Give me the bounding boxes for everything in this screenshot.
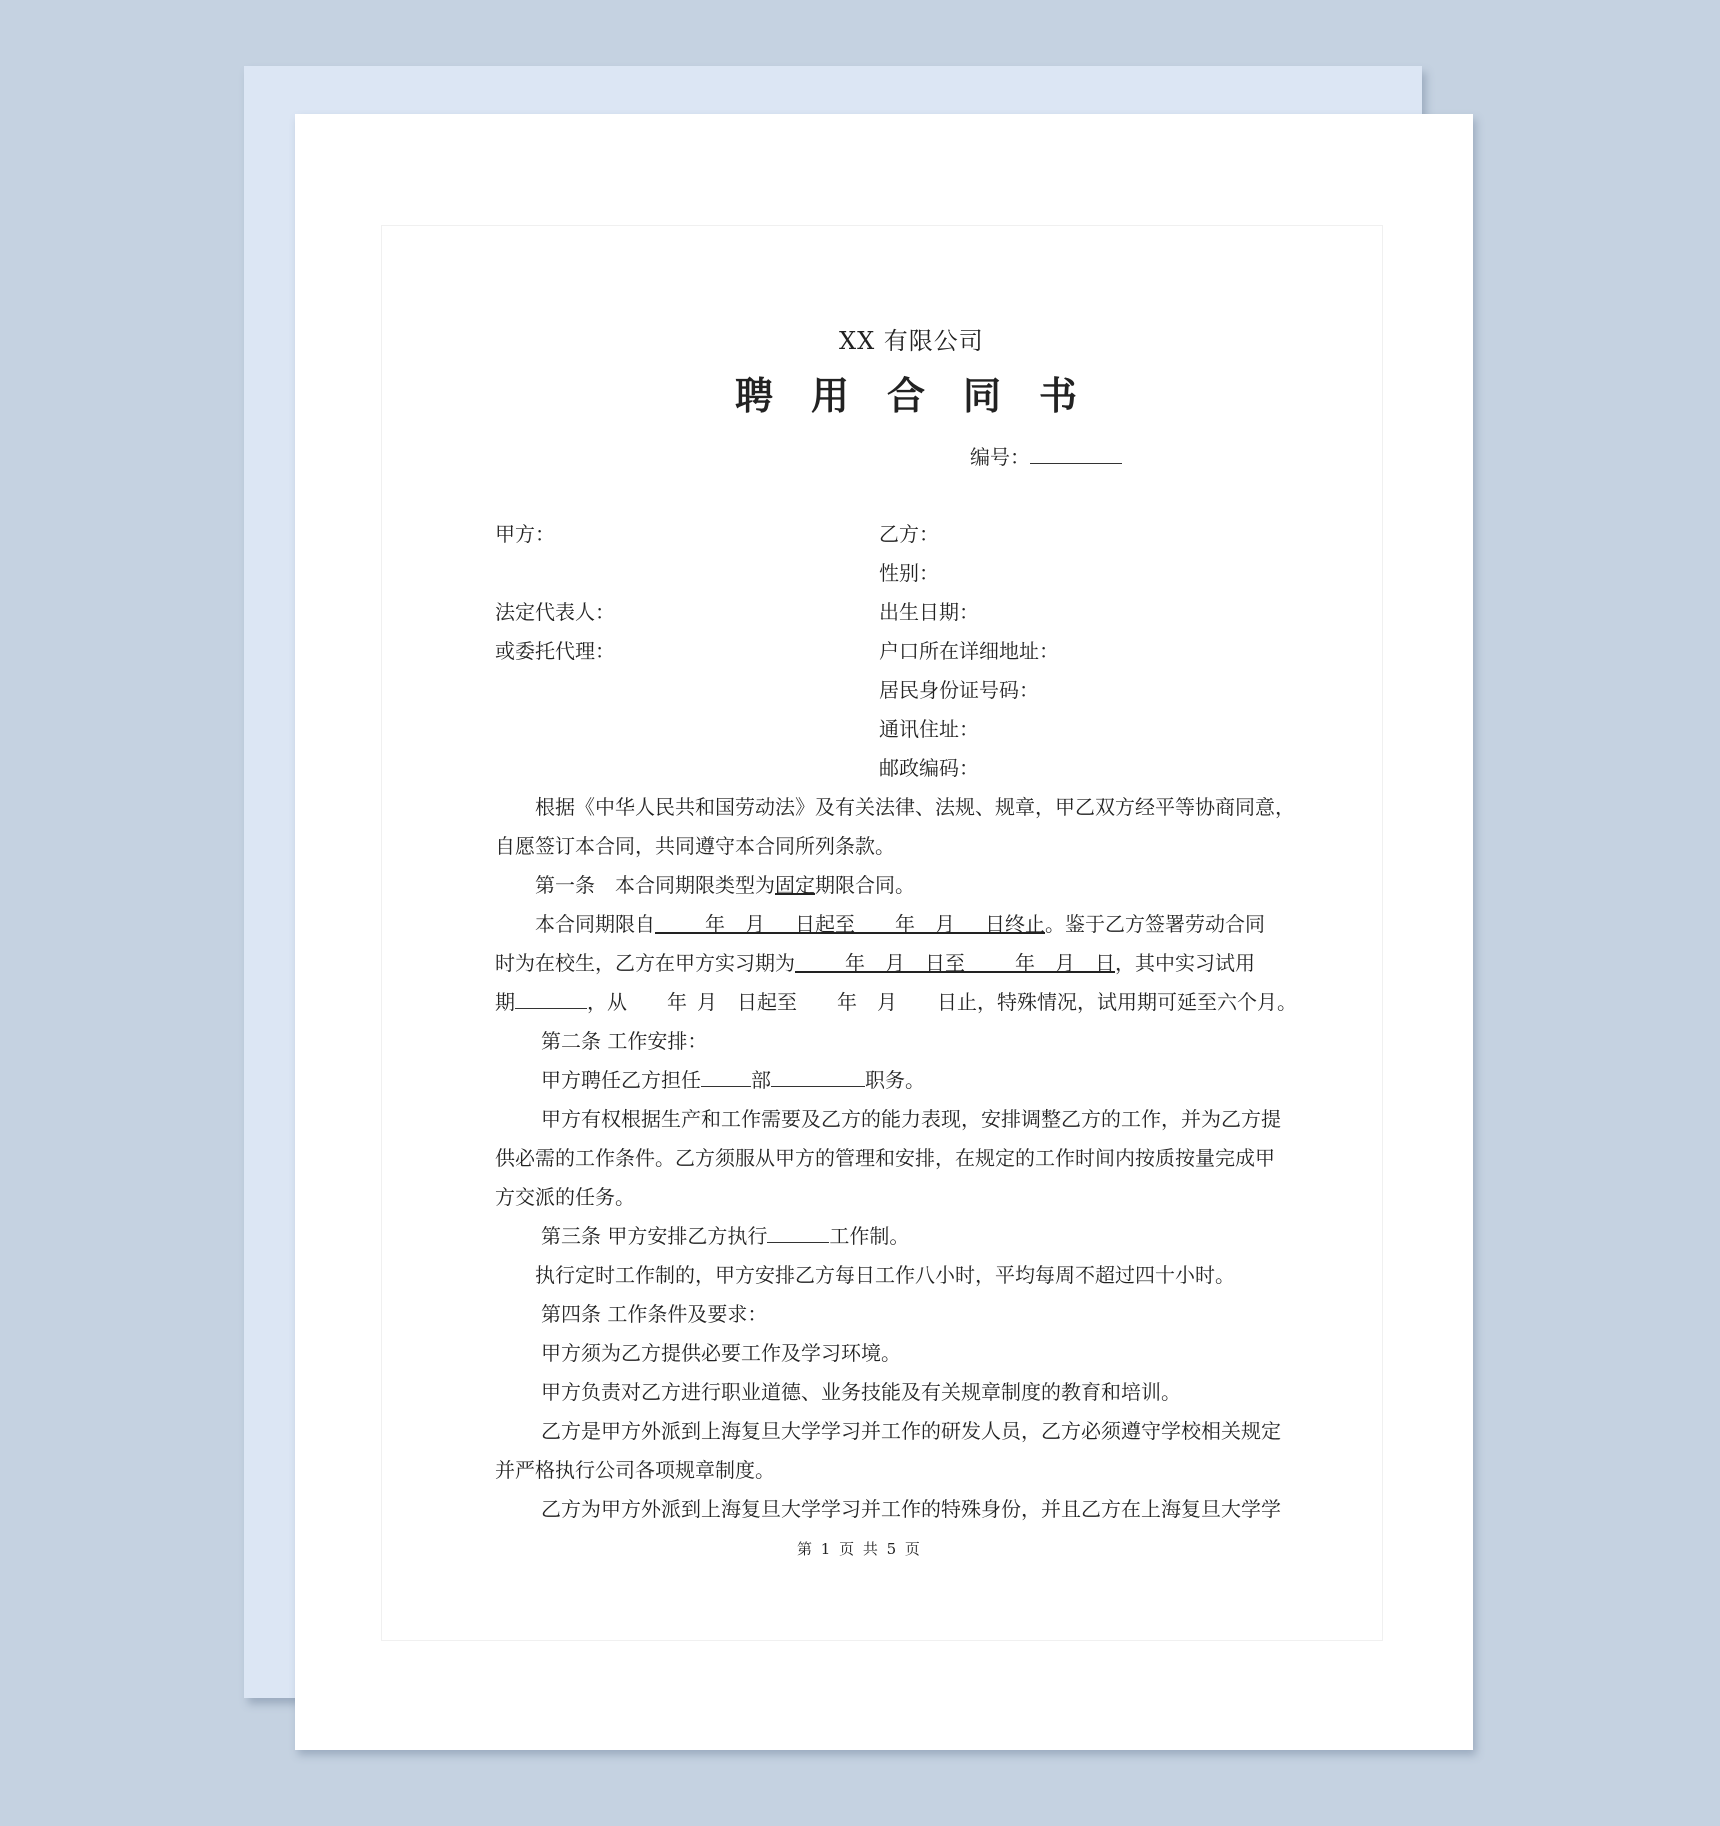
- preamble-line-2: 自愿签订本合同，共同遵守本合同所列条款。: [495, 834, 895, 858]
- article-4-title: 第四条 工作条件及要求：: [541, 1302, 768, 1326]
- term-day-end: 日终止: [985, 912, 1045, 936]
- probation-from: ，从: [587, 990, 627, 1014]
- department-label: 部: [751, 1068, 771, 1092]
- serial-number-field: [970, 441, 1122, 470]
- probation-day-from: 日起至: [737, 990, 797, 1014]
- page-number-footer: 第 1 页 共 5 页: [797, 1540, 922, 1558]
- department-blank: [701, 1064, 751, 1087]
- contract-type: 固定: [775, 873, 815, 897]
- internship-text: 时为在校生，乙方在甲方实习期为: [495, 951, 795, 975]
- article-1-title-head: 第一条 本合同期限类型为: [535, 873, 775, 897]
- article-3-para-1: 执行定时工作制的，甲方安排乙方每日工作八小时，平均每周不超过四十小时。: [535, 1263, 1235, 1287]
- intern-month-1: 月: [885, 951, 905, 975]
- article-4-para-1: 甲方须为乙方提供必要工作及学习环境。: [541, 1341, 901, 1365]
- article-3-title-tail: 工作制。: [829, 1224, 910, 1248]
- probation-year-1: 年: [667, 990, 687, 1014]
- probation-blank: [515, 986, 587, 1009]
- term-year-1: 年: [705, 912, 725, 936]
- intern-day-to: 日至: [925, 951, 965, 975]
- article-4-para-2: 甲方负责对乙方进行职业道德、业务技能及有关规章制度的教育和培训。: [541, 1380, 1181, 1404]
- article-3-title-head: 第三条 甲方安排乙方执行: [541, 1224, 768, 1248]
- agent-label: 或委托代理：: [495, 639, 615, 663]
- article-1-title-tail: 期限合同。: [815, 873, 915, 897]
- company-name: XX 有限公司: [839, 327, 984, 355]
- term-line-2: [495, 947, 1289, 976]
- mail-address-label: 通讯住址：: [879, 717, 979, 741]
- preamble-line-1: 根据《中华人民共和国劳动法》及有关法律、法规、规章，甲乙双方经平等协商同意，: [535, 795, 1295, 819]
- position-blank: [771, 1064, 865, 1087]
- intern-year-2: 年: [1015, 951, 1035, 975]
- article-2-para-1: 甲方有权根据生产和工作需要及乙方的能力表现，安排调整乙方的工作，并为乙方提: [541, 1107, 1281, 1131]
- article-4-para-4: 乙方为甲方外派到上海复旦大学学习并工作的特殊身份，并且乙方在上海复旦大学学: [541, 1497, 1281, 1521]
- hire-text: 甲方聘任乙方担任: [541, 1068, 701, 1092]
- party-b-label: 乙方：: [879, 522, 939, 546]
- legal-rep-label: 法定代表人：: [495, 600, 615, 624]
- article-2-para-3: 方交派的任务。: [495, 1185, 635, 1209]
- article-2-title: 第二条 工作安排：: [541, 1029, 708, 1053]
- intern-month-2: 月: [1055, 951, 1075, 975]
- id-number-label: 居民身份证号码：: [879, 678, 1039, 702]
- probation-month-2: 月: [877, 990, 897, 1014]
- article-2-hire: [541, 1064, 1335, 1093]
- intern-year-1: 年: [845, 951, 865, 975]
- article-4-para-3a: 乙方是甲方外派到上海复旦大学学习并工作的研发人员，乙方必须遵守学校相关规定: [541, 1419, 1281, 1443]
- term-line-3-tail: 日止，特殊情况，试用期可延至六个月。: [937, 990, 1297, 1014]
- document-page: [295, 114, 1473, 1750]
- intern-day-end: 日: [1095, 951, 1115, 975]
- probation-year-2: 年: [837, 990, 857, 1014]
- probation-month-1: 月: [697, 990, 717, 1014]
- term-year-2: 年: [895, 912, 915, 936]
- article-3-title: [541, 1220, 1335, 1249]
- term-start-text: 本合同期限自: [535, 912, 655, 936]
- serial-blank: [1030, 441, 1122, 464]
- term-line-1: [535, 908, 1329, 937]
- term-line-1-tail: 。鉴于乙方签署劳动合同: [1045, 912, 1265, 936]
- term-line-2-tail: ，其中实习试用: [1115, 951, 1255, 975]
- serial-label: 编号：: [970, 445, 1030, 469]
- party-a-label: 甲方：: [495, 522, 555, 546]
- term-day-from: 日起至: [795, 912, 855, 936]
- birth-label: 出生日期：: [879, 600, 979, 624]
- document-title: 聘用合同书: [735, 373, 1116, 418]
- postcode-label: 邮政编码：: [879, 756, 979, 780]
- probation-period-text: 期: [495, 990, 515, 1014]
- gender-label: 性别：: [879, 561, 939, 585]
- article-1-title: [535, 869, 1329, 898]
- term-month-1: 月: [745, 912, 765, 936]
- work-system-blank: [767, 1220, 829, 1243]
- position-label: 职务。: [865, 1068, 925, 1092]
- internship-dates-underlined: [795, 951, 1115, 975]
- article-2-para-2: 供必需的工作条件。乙方须服从甲方的管理和安排，在规定的工作时间内按质按量完成甲: [495, 1146, 1275, 1170]
- household-address-label: 户口所在详细地址：: [879, 639, 1059, 663]
- term-line-3: [495, 986, 1297, 1015]
- term-dates-underlined: [655, 912, 1045, 936]
- term-month-2: 月: [935, 912, 955, 936]
- article-4-para-3b: 并严格执行公司各项规章制度。: [495, 1458, 775, 1482]
